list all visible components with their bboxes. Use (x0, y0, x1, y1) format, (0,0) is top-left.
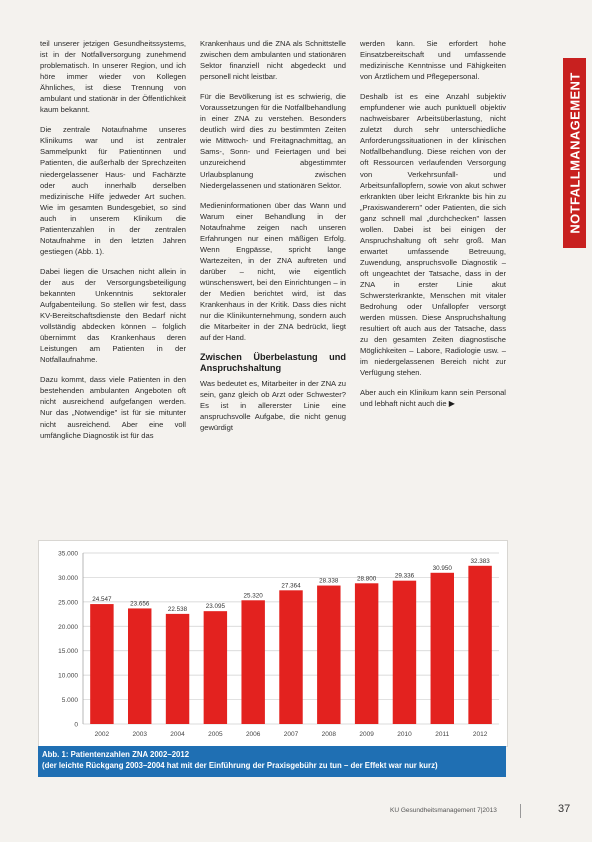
bar (468, 566, 491, 724)
data-label: 27.364 (281, 582, 301, 590)
paragraph: Die zentrale Notaufnahme unseres Klinikums war und ist zentraler Sammelpunkt für Patientinnen und Patienten, die außerhalb der Sprechzeiten niedergelassener Haus- und Fachärzte oder auch innerhalb derselben medizinische Hilfe jedweder Art suchen. Wie im gesamten Bundesgebiet, so sind auch in unserem Klinikum die Patientenzahlen in der zentralen Notaufnahme in den letzten Jahren gestiegen (Abb. 1). (40, 125, 186, 256)
y-tick-label: 20.000 (58, 623, 78, 631)
data-label: 25.320 (243, 592, 263, 600)
x-tick-label: 2005 (208, 731, 223, 738)
bar (166, 614, 189, 724)
paragraph-text: Aber auch ein Klinikum kann sein Personal und lebhaft nicht auch die (360, 388, 506, 409)
data-label: 22.538 (167, 605, 188, 613)
y-tick-label: 35.000 (58, 550, 78, 558)
x-tick-label: 2004 (170, 731, 185, 738)
bar (355, 583, 378, 724)
data-label: 28.800 (357, 575, 377, 583)
text-column-1 (40, 38, 186, 450)
caption-label: Abb. 1: Patientenzahlen ZNA 2002–2012 (42, 750, 190, 759)
bar (431, 573, 454, 724)
section-tab-label: NOTFALLMANAGEMENT (567, 72, 582, 234)
continue-arrow-icon: ▶ (448, 399, 455, 409)
paragraph: Deshalb ist es eine Anzahl subjektiv empfundener wie auch punktuell objektiv nachweisbarer Arbeitsüberlastung, nicht zuletzt durch sehr unterschiedliche Anforderungssituationen in der klinischen Notfallbehandlung. Diese reichen von der oft Ressourcen verlaufenden Versorgung von Verkehrsunfall- und Arbeitsunfallopfern, sowie von akut schwer erkrankten über leicht Erkrankte bis hin zu „Praxiswanderern" oder Patienten, die sich ganz schnell mal „durchchecken" lassen wollen. Dabei ist bei einigen der Anspruchshaltung oft sehr groß. Man erwartet umfassende Betreuung, Zuwendung, anspruchsvolle Diagnostik – oft ungeachtet der Tatsache, dass in der ZNA in erster Linie akut Schwersterkrankte, Menschen mit vitaler Bedrohung oder Unfallopfer versorgt werden müssen. Diese Anspruchshaltung resultiert oft auch aus der Tatsache, dass zu den gesamten Zeiten diagnostische Möglichkeiten – Labore, Radiologie usw. – im niedergelassenen Bereich nicht zur Verfügung stehen. (360, 92, 506, 378)
paragraph: Dabei liegen die Ursachen nicht allein in der aus der Versorgungsbeteiligung bekannten Unkenntnis sektoraler Aufgabenteilung. So stellen wir fest, dass KV-Bereitschaftsdienste den Bedarf nicht vollständig abdecken können – folglich übernimmt das Krankenhaus deren Leistungen am Patienten in der Notfallaufnahme. (40, 266, 186, 365)
footer-publication: KU Gesundheitsmanagement 7|2013 (390, 807, 497, 814)
data-label: 29.336 (394, 572, 415, 580)
paragraph: Medieninformationen über das Wann und Warum einer Behandlung in der Notaufnahme zeigen nach unseren Erfahrungen nur einen mäßigen Erfolg. Wenn Engpässe, spricht lange Wartezeiten, in der ZNA auftreten und darüber – nicht, wie eigentlich wünschenswert, bei den Einrichtungen – in der Medien berichtet wird, ist das Krankenhaus in der Kritik. Dass dies nicht nur die Klinikunternehmung, sondern auch die Mitarbeiter in der ZNA bedrückt, liegt auf der Hand. (200, 200, 346, 343)
x-tick-label: 2008 (321, 731, 337, 738)
bar (317, 586, 340, 724)
data-label: 30.950 (432, 564, 452, 572)
bar-chart (38, 540, 508, 747)
y-tick-label: 30.000 (58, 574, 78, 582)
paragraph: teil unserer jetzigen Gesundheitssystems, ist in der Notfallversorgung zunehmend problematisch. In unserer Region, und ich höre immer wieder von Kollegen Ähnliches, ist diese Trennung von ambulant und stationär in der Öffentlichkeit kaum bekannt. (40, 39, 186, 115)
y-tick-label: 5.000 (61, 697, 78, 705)
data-label: 28.338 (319, 577, 339, 585)
x-tick-label: 2007 (283, 731, 299, 738)
text-column-3 (360, 38, 506, 419)
data-label: 24.547 (92, 596, 112, 604)
paragraph: werden kann. Sie erfordert hohe Einsatzbereitschaft und umfassende medizinische Kenntnisse und Fähigkeiten von Ärztlichem und Pflegepersonal. (360, 39, 506, 82)
bar (241, 600, 264, 724)
data-label: 32.383 (470, 557, 490, 565)
x-tick-label: 2011 (435, 731, 450, 738)
paragraph: Dazu kommt, dass viele Patienten in den bestehenden ambulanten Angeboten oft nicht ausreichend aufgefangen werden. Nur das „Notwendige" ist für sie mitunter nicht ausreichend. Aber eine voll umfängliche Diagnostik ist für das (40, 375, 186, 440)
bar (393, 581, 416, 724)
bar (128, 608, 151, 724)
figure-caption (38, 746, 506, 777)
section-heading: Zwischen Überbelastung und Anspruchshaltung (200, 352, 346, 374)
bar (204, 611, 227, 724)
y-tick-label: 0 (74, 721, 78, 729)
paragraph: Für die Bevölkerung ist es schwierig, die Voraussetzungen für die Notfallbehandlung in einer ZNA zu verstehen. Besonders deutlich wird dies zu bestimmten Zeiten wie Mittwoch- und Freitagnachmittag, an Sams-, Sonn- und Feiertagen und bei unzureichend abgestimmter Urlaubsplanung zwischen Niedergelassenen und stationären Sektor. (200, 92, 346, 190)
x-tick-label: 2002 (94, 731, 110, 738)
chart-canvas (39, 541, 507, 746)
bar (279, 590, 302, 724)
page-footer (390, 807, 570, 814)
caption-text: (der leichte Rückgang 2003–2004 hat mit der Einführung der Praxisgebühr zu tun – der Effekt war nur kurz) (42, 761, 438, 770)
data-label: 23.656 (130, 600, 150, 608)
x-tick-label: 2009 (359, 731, 374, 738)
y-tick-label: 10.000 (58, 672, 78, 680)
text-column-2 (200, 38, 346, 442)
footer-divider (520, 804, 521, 818)
data-label: 23.095 (205, 603, 225, 611)
paragraph (360, 387, 506, 409)
paragraph: Was bedeutet es, Mitarbeiter in der ZNA zu sein, ganz gleich ob Arzt oder Schwester? Es ist in allererster Linie eine anspruchsvolle Aufgabe, die nicht genug gewürdigt (200, 379, 346, 433)
section-tab (563, 58, 586, 248)
x-tick-label: 2006 (245, 731, 261, 738)
x-tick-label: 2012 (472, 731, 488, 738)
page-number: 37 (558, 803, 571, 815)
paragraph: Krankenhaus und die ZNA als Schnittstelle zwischen dem ambulanten und stationären Sektor finanziell nicht abgedeckt und personell nicht leistbar. (200, 39, 346, 82)
y-tick-label: 15.000 (58, 648, 78, 656)
y-tick-label: 25.000 (58, 599, 78, 607)
x-tick-label: 2003 (132, 731, 147, 738)
bar (90, 604, 113, 724)
x-tick-label: 2010 (397, 731, 412, 738)
